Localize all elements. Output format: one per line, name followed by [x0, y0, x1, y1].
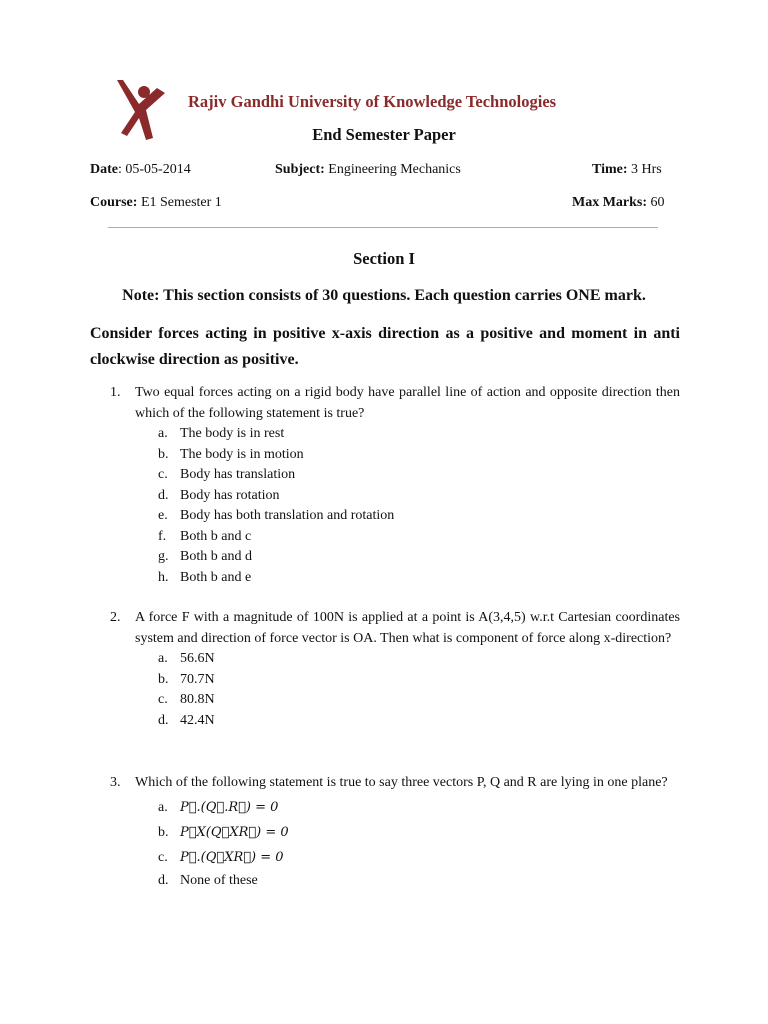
question-2	[110, 608, 680, 731]
option-formula: P⃗X(Q⃗XR⃗) = 0	[180, 824, 289, 840]
paper-title: End Semester Paper	[312, 125, 456, 144]
option-text: Both b and d	[180, 549, 252, 564]
option-label: a.	[158, 651, 168, 666]
option-item	[158, 486, 680, 507]
option-text: The body is in motion	[180, 446, 304, 462]
option-label: b.	[158, 446, 169, 462]
option-label: d.	[158, 712, 169, 728]
time-field: Time: 3 Hrs	[592, 162, 662, 177]
question-number: 1.	[110, 385, 121, 400]
option-text: Body has both translation and rotation	[180, 508, 395, 523]
question-3	[110, 773, 680, 891]
option-item	[158, 424, 680, 445]
max-marks-field: Max Marks: 60	[572, 195, 665, 210]
option-item	[158, 798, 680, 823]
option-formula: P⃗.(Q⃗.R⃗) = 0	[180, 799, 279, 815]
question-1	[110, 383, 680, 588]
option-label: e.	[158, 508, 168, 523]
option-text: Body has translation	[180, 467, 296, 482]
question-number: 3.	[110, 775, 121, 790]
option-label: d.	[158, 487, 169, 503]
question-text: Two equal forces acting on a rigid body have parallel line of action and opposite direction then which of the following statement is true?	[135, 385, 680, 421]
option-item	[158, 871, 680, 892]
section-title: Section I	[353, 249, 415, 268]
option-text: 56.6N	[180, 651, 215, 666]
option-item	[158, 848, 680, 871]
option-item	[158, 670, 680, 691]
subject-field: Subject: Engineering Mechanics	[275, 162, 461, 177]
option-label: a.	[158, 799, 168, 815]
option-label: c.	[158, 467, 168, 482]
option-item	[158, 547, 680, 568]
option-text: None of these	[180, 872, 258, 888]
option-text: 80.8N	[180, 692, 215, 707]
question-text: A force F with a magnitude of 100N is applied at a point is A(3,4,5) w.r.t Cartesian coordinates system and direction of force vector is OA. Then what is component of force along x-direction?	[135, 610, 680, 646]
option-text: Both b and c	[180, 528, 252, 544]
option-item	[158, 568, 680, 589]
option-formula: P⃗.(Q⃗XR⃗) = 0	[180, 849, 284, 865]
option-label: f.	[158, 528, 167, 544]
option-text: Body has rotation	[180, 487, 280, 503]
option-item	[158, 823, 680, 848]
option-list	[158, 649, 680, 731]
course-field: Course: E1 Semester 1	[90, 195, 222, 210]
option-item	[158, 506, 680, 527]
option-item	[158, 465, 680, 486]
section-note: Note: This section consists of 30 questions. Each question carries ONE mark.	[122, 287, 646, 304]
option-text: 42.4N	[180, 712, 215, 728]
sign-convention-instruction: Consider forces acting in positive x-axis direction as a positive and moment in anti clockwise direction as positive.	[90, 325, 680, 368]
option-text: The body is in rest	[180, 426, 285, 441]
option-item	[158, 690, 680, 711]
option-label: b.	[158, 671, 169, 687]
option-item	[158, 649, 680, 670]
option-label: c.	[158, 849, 168, 865]
option-label: c.	[158, 692, 168, 707]
date-field: Date: 05-05-2014	[90, 162, 191, 177]
option-item	[158, 527, 680, 548]
header-divider	[108, 227, 658, 228]
question-number: 2.	[110, 610, 121, 625]
option-text: Both b and e	[180, 569, 252, 585]
option-label: b.	[158, 824, 169, 840]
option-item	[158, 445, 680, 466]
option-list	[158, 798, 680, 892]
option-text: 70.7N	[180, 671, 215, 687]
option-label: h.	[158, 569, 169, 585]
option-label: d.	[158, 872, 169, 888]
question-text: Which of the following statement is true to say three vectors P, Q and R are lying in one plane?	[135, 775, 668, 790]
option-item	[158, 711, 680, 732]
option-label: a.	[158, 426, 168, 441]
option-label: g.	[158, 549, 169, 564]
option-list	[158, 424, 680, 588]
